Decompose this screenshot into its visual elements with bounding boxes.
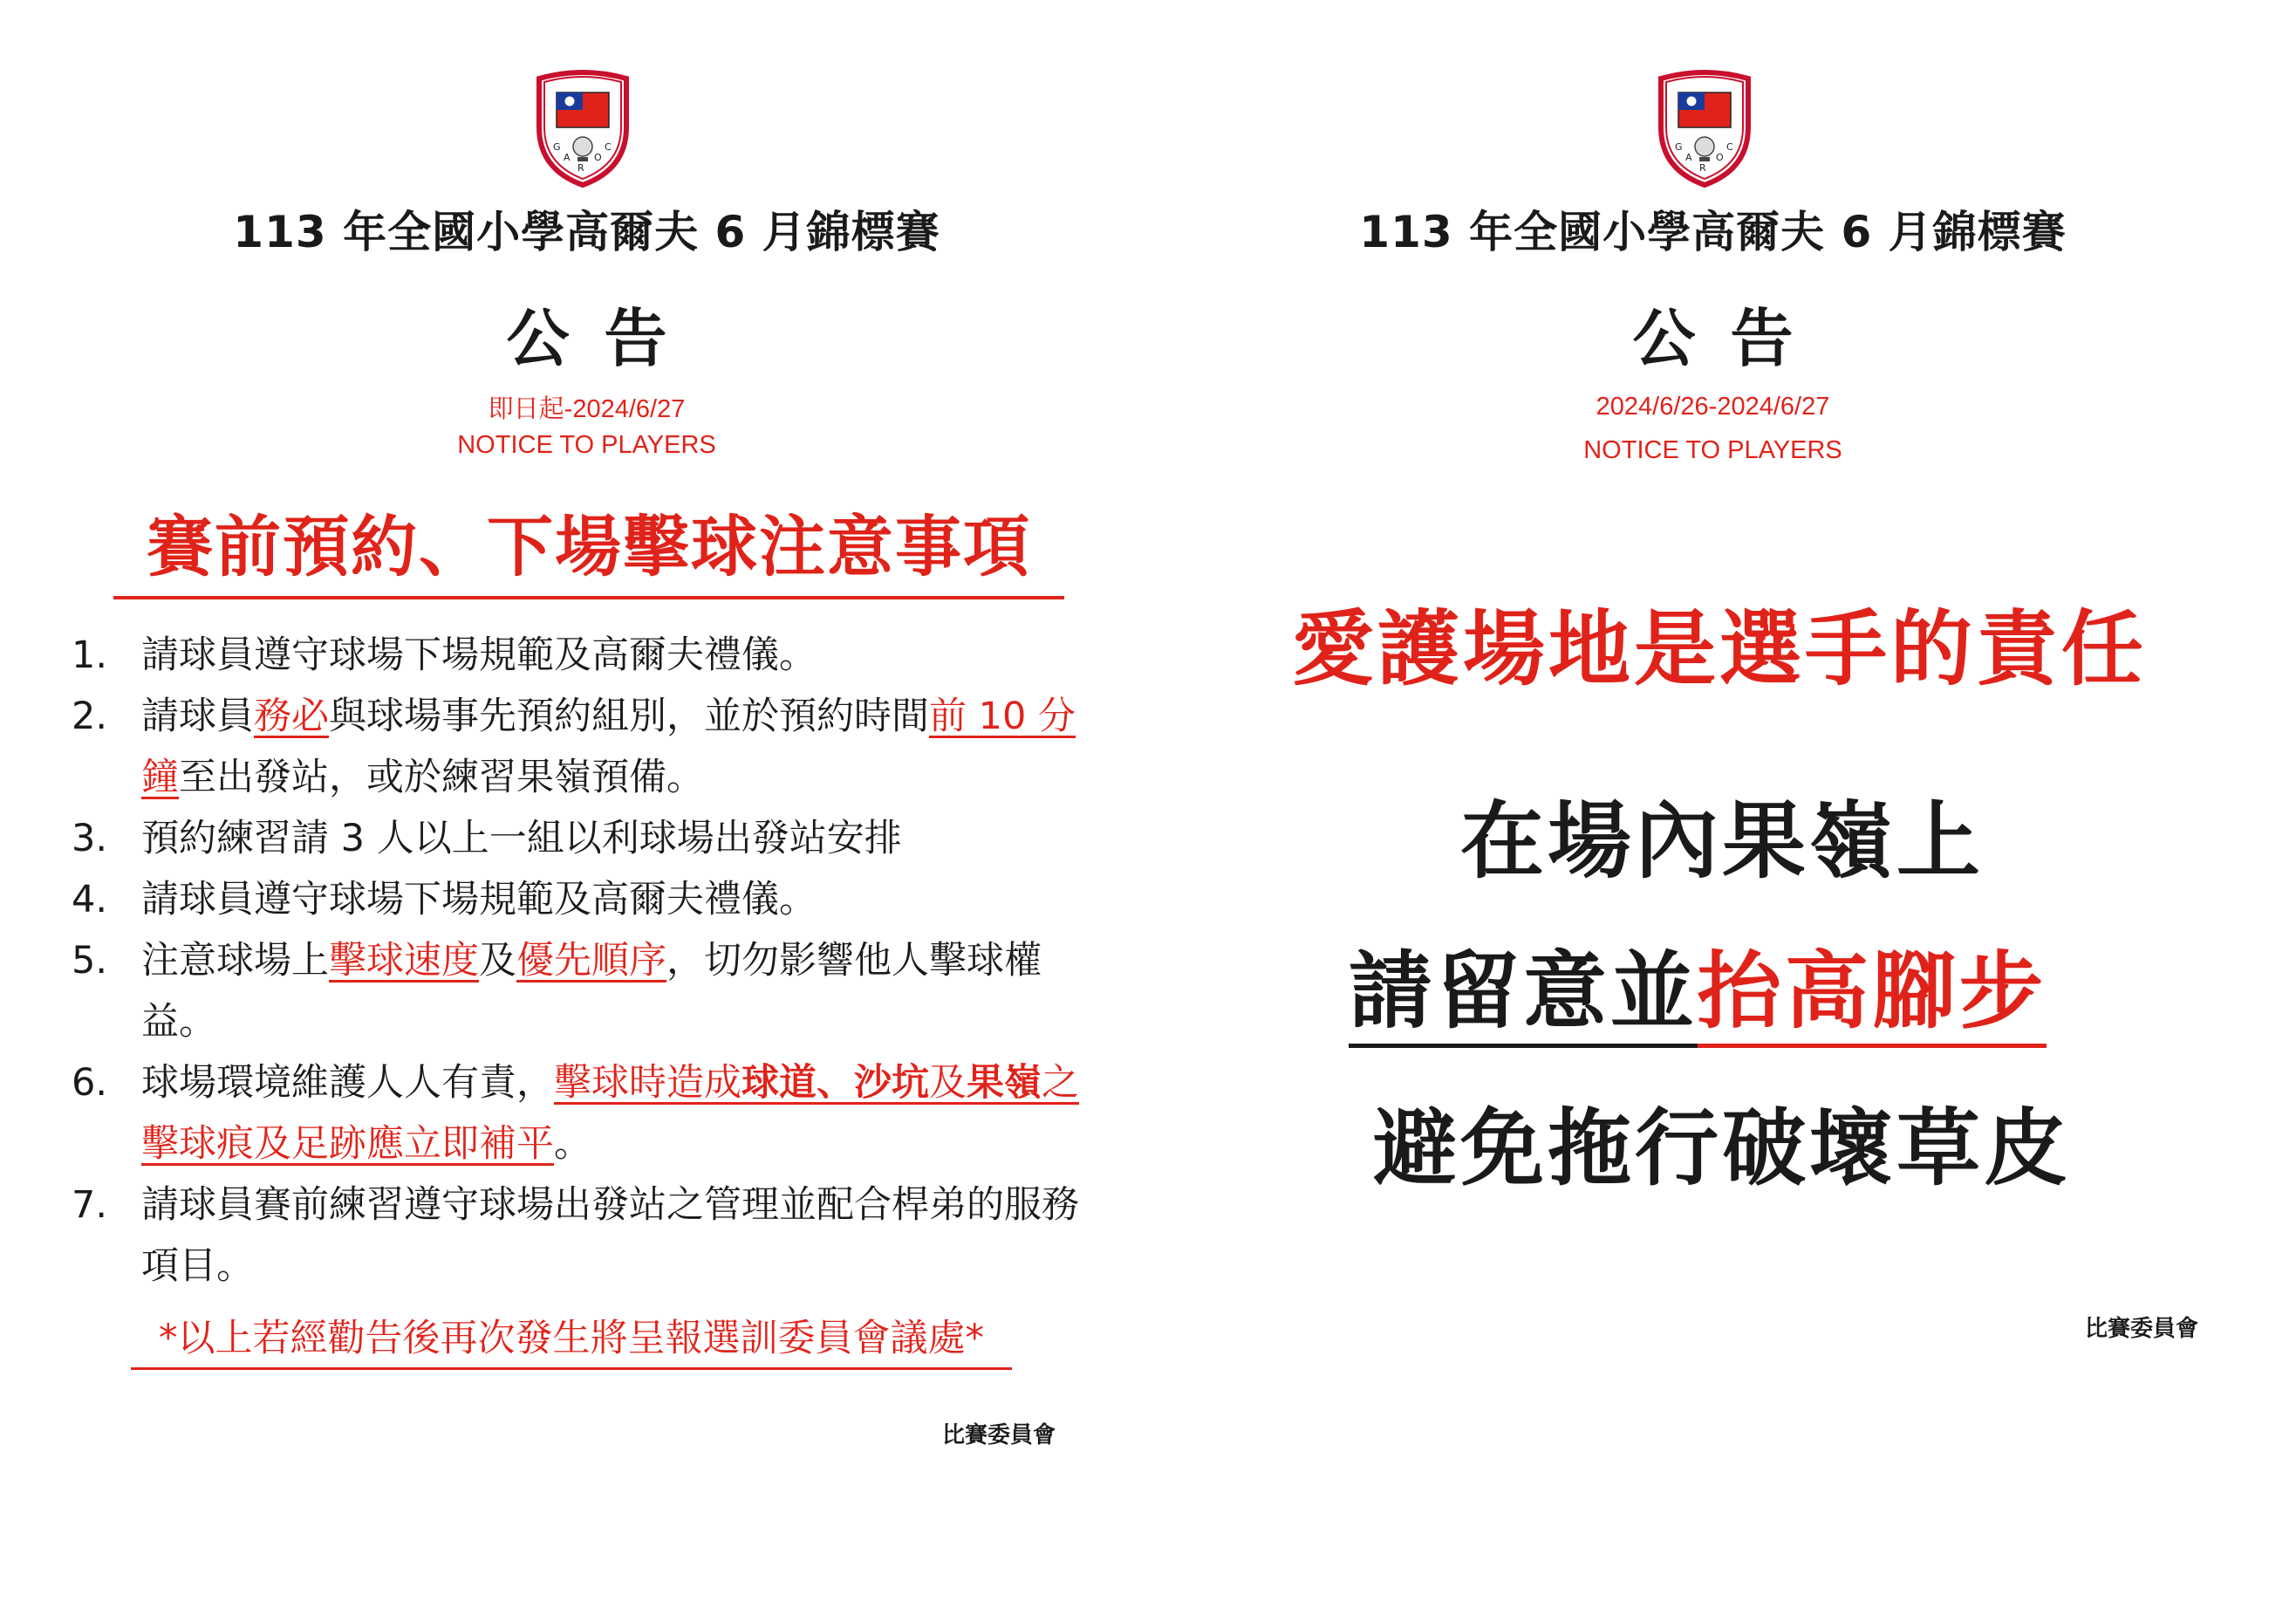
list-item [72, 869, 1083, 930]
item-text: 。 [554, 1122, 591, 1166]
garoc-logo [530, 66, 635, 188]
garoc-logo [1652, 66, 1757, 188]
instruction-line-1: 在場內果嶺上 [1460, 792, 1984, 890]
item-text: 至出發站，或於練習果嶺預備。 [179, 756, 704, 799]
item-number: 3. [72, 817, 108, 860]
committee-signature: 比賽委員會 [2085, 1316, 2199, 1342]
tournament-title: 113 年全國小學高爾夫 6 月錦標賽 [233, 207, 940, 257]
list-item [72, 1052, 1083, 1174]
svg-text:C: C [1726, 141, 1733, 153]
responsibility-heading: 愛護場地是選手的責任 [1291, 602, 2147, 697]
list-item [72, 625, 1083, 686]
svg-text:R: R [1699, 162, 1706, 174]
emphasis-bold-text: 果嶺 [967, 1061, 1042, 1105]
rules-list [72, 625, 1083, 1297]
right-notice-page [1148, 0, 2296, 1616]
emphasis-bold-text: 球道、沙坑 [741, 1061, 929, 1105]
svg-text:A: A [1685, 152, 1692, 163]
instruction-line-2 [1340, 925, 2055, 1044]
item-text: ，切勿影響他人擊球權益。 [141, 939, 1042, 1044]
warning-note: *以上若經勸告後再次發生將呈報選訓委員會議處* [131, 1309, 1012, 1370]
list-item [72, 808, 1083, 869]
item-text: 注意球場上 [141, 939, 329, 983]
svg-text:G: G [553, 141, 561, 153]
list-item [72, 930, 1083, 1052]
announcement-heading: 公告 [506, 302, 702, 375]
date-range: 即日起-2024/6/27 [488, 395, 686, 423]
svg-text:O: O [594, 152, 602, 163]
item-text: 請球員賽前練習遵守球場出發站之管理並配合桿弟的服務項目。 [141, 1183, 1079, 1288]
main-heading: 賽前預約、下場擊球注意事項 [113, 494, 1064, 599]
list-item [72, 1174, 1083, 1297]
date-range: 2024/6/26-2024/6/27 [1596, 393, 1830, 421]
item-number: 7. [72, 1183, 108, 1227]
item-number: 1. [72, 633, 108, 677]
emphasis-text: 務必 [254, 695, 329, 738]
item-number: 4. [72, 878, 108, 921]
emphasis-text: 擊球時造成 [554, 1061, 741, 1105]
svg-text:O: O [1716, 152, 1724, 163]
item-number: 6. [72, 1061, 108, 1105]
item-text: 預約練習請 3 人以上一組以利球場出發站安排 [141, 817, 902, 860]
svg-text:R: R [577, 162, 584, 174]
item-text: 請球員遵守球場下場規範及高爾夫禮儀。 [141, 633, 817, 677]
svg-text:A: A [564, 152, 571, 163]
item-number: 5. [72, 939, 108, 983]
svg-text:C: C [605, 141, 612, 153]
tournament-title: 113 年全國小學高爾夫 6 月錦標賽 [1359, 207, 2067, 257]
emphasis-text: 之擊球痕及足跡應立即補平 [141, 1061, 1079, 1166]
item-number: 2. [72, 695, 108, 738]
notice-to-players: NOTICE TO PLAYERS [1583, 436, 1842, 464]
announcement-heading: 公告 [1632, 302, 1828, 375]
item-text: 與球場事先預約組別，並於預約時間 [329, 695, 929, 738]
item-text: 請球員遵守球場下場規範及高爾夫禮儀。 [141, 878, 817, 921]
instruction-emphasis: 抬高腳步 [1698, 942, 2047, 1048]
emphasis-text: 及 [929, 1061, 967, 1105]
committee-signature: 比賽委員會 [942, 1422, 1056, 1448]
emphasis-text: 前 10 分鐘 [141, 695, 1076, 799]
emphasis-text: 優先順序 [516, 939, 666, 983]
list-item [72, 686, 1083, 808]
svg-text:G: G [1675, 141, 1683, 153]
item-text: 請球員 [141, 695, 254, 738]
emphasis-text: 擊球速度 [329, 939, 479, 983]
item-text: 球場環境維護人人有責， [141, 1061, 554, 1105]
instruction-text: 請留意並 [1349, 942, 1698, 1048]
notice-to-players: NOTICE TO PLAYERS [457, 431, 716, 459]
instruction-line-3: 避免拖行破壞草皮 [1373, 1099, 2071, 1197]
item-text: 及 [479, 939, 516, 983]
